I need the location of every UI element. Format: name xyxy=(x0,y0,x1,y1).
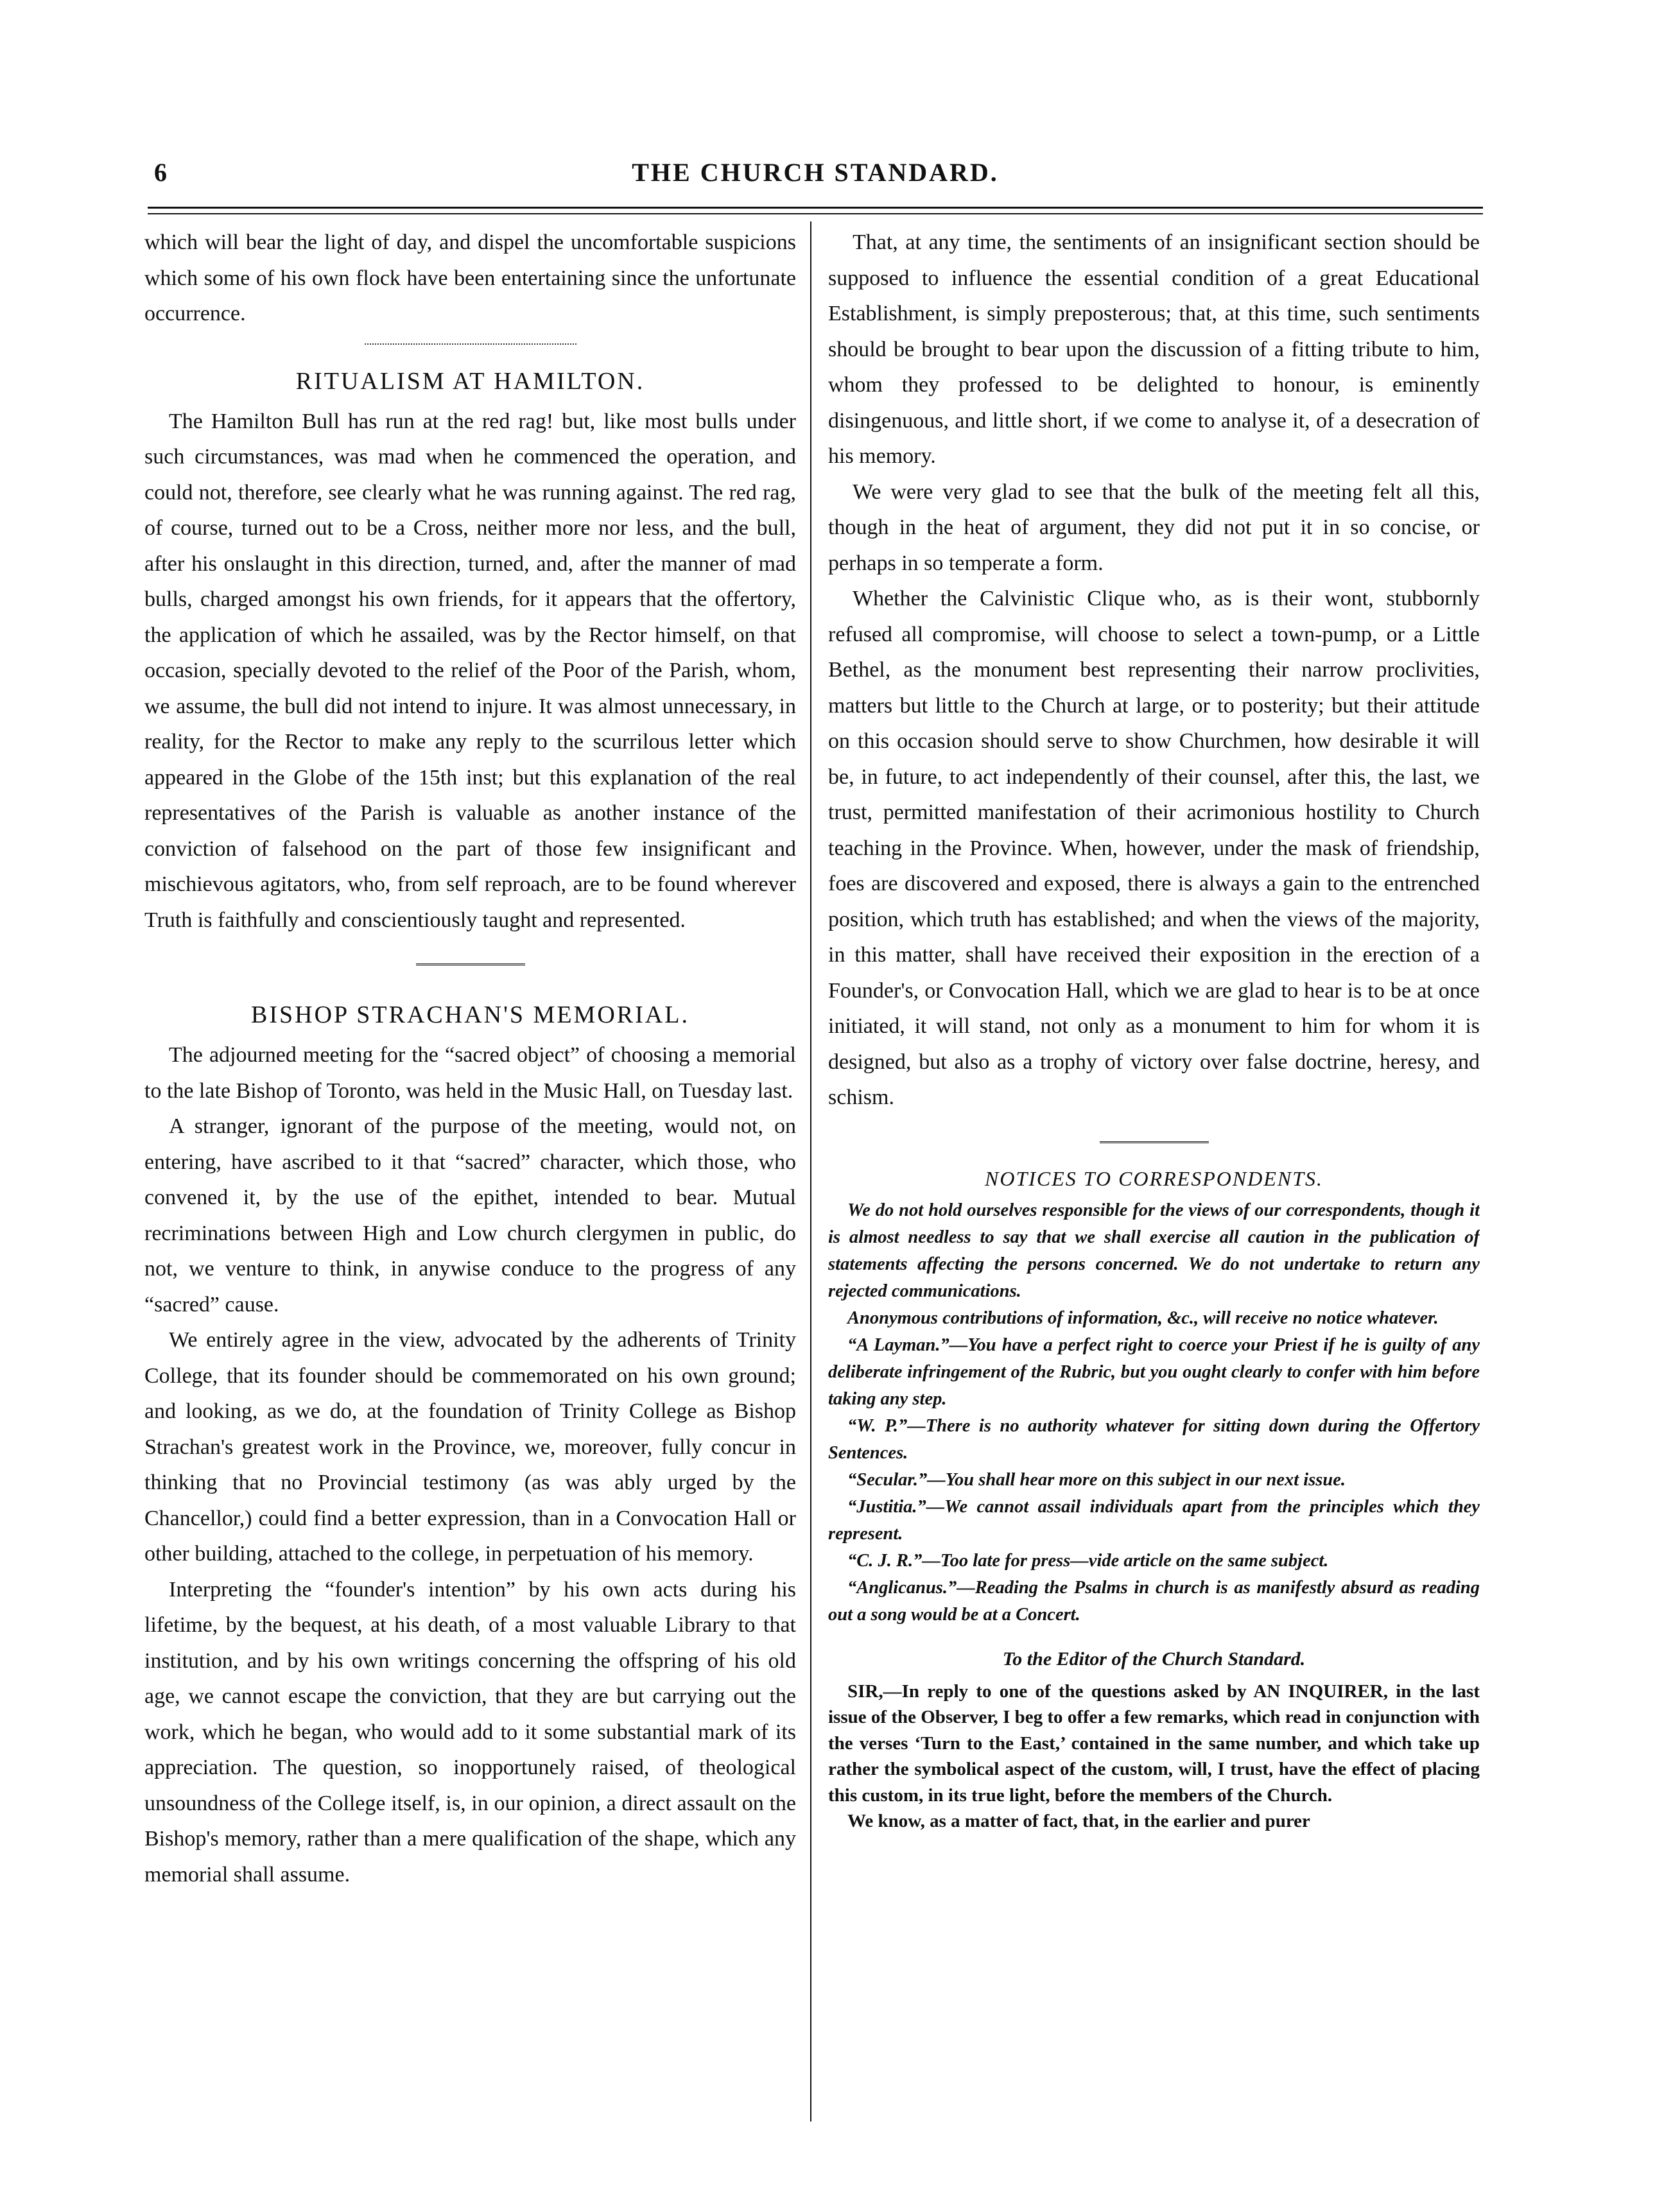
article-paragraph: The adjourned meeting for the “sacred object” of choosing a memorial to the late Bishop of Toronto, was held in the Music Hall, on Tuesday last. xyxy=(144,1043,796,1103)
notice-item: Anonymous contributions of information, &c., will receive no notice whatever. xyxy=(847,1308,1439,1328)
article-paragraph: We were very glad to see that the bulk of the meeting felt all this, though in the heat of argument, they did not put it in so concise, or perhaps in so temperate a form. xyxy=(828,480,1480,575)
notice-item: “Secular.”—You shall hear more on this subject in our next issue. xyxy=(847,1469,1346,1490)
section-separator xyxy=(1100,1141,1209,1147)
page-header xyxy=(148,157,1483,196)
section-separator xyxy=(416,963,525,969)
masthead-title: THE CHURCH STANDARD. xyxy=(632,158,999,187)
continued-paragraph: which will bear the light of day, and dispel the uncomfortable suspicions which some of his own flock have been entertaining since the unfortunate occurrence. xyxy=(144,230,796,325)
notice-item: “W. P.”—There is no authority whatever for sitting down during the Offertory Sentences. xyxy=(828,1415,1480,1463)
article-paragraph: Whether the Calvinistic Clique who, as is their wont, stubbornly refused all compromise, will choose to select a town-pump, or a Little Bethel, as the monument best representing their narrow proclivities, matters but little to the Church at large, or to posterity; but their attitude on this occasion should serve to show Churchmen, how desirable it will be, in future, to act independently of their counsel, after this, the last, we trust, permitted manifestation of their acrimonious hostility to Church teaching in the Province. When, however, under the mask of friendship, foes are discovered and exposed, there is always a gain to the entrenched position, which truth has established; and when the views of the majority, in this matter, shall have received their exposition in the erection of a Founder's, or Convocation Hall, which we are glad to hear is to be at once initiated, it will stand, not only as a monument to him for whom it is designed, but also as a trophy of victory over false doctrine, heresy, and schism. xyxy=(828,587,1480,1109)
article-paragraph: A stranger, ignorant of the purpose of the meeting, would not, on entering, have ascribed to it that “sacred” character, which those, who convened it, by the use of the epithet, intended to bear. Mutual recriminations between High and Low church clergymen in public, do not, we venture to think, in anywise conduce to the progress of any “sacred” cause. xyxy=(144,1114,796,1317)
header-rule xyxy=(148,207,1483,209)
article-paragraph: Interpreting the “founder's intention” by his own acts during his lifetime, by the bequest, at his death, of a most valuable Library to that institution, and by his own writings concerning the offspring of his old age, we cannot escape the conviction, that they are but carrying out the work, which he began, who would add to it some substantial mark of its appreciation. The question, so inopportunely raised, of theological unsoundness of the College itself, is, in our opinion, a direct assault on the Bishop's memory, rather than a mere qualification of the shape, which any memorial shall assume. xyxy=(144,1577,796,1887)
left-column xyxy=(144,225,796,2086)
notice-item: We do not hold ourselves responsible for the views of our correspondents, though it is almost needless to say that we shall exercise all caution in the publication of statements affecting the persons concerned. We do not undertake to return any rejected communications. xyxy=(828,1200,1480,1301)
column-divider xyxy=(810,221,811,2121)
article-title-memorial: BISHOP STRACHAN'S MEMORIAL. xyxy=(251,1001,689,1028)
notice-item: “A Layman.”—You have a perfect right to coerce your Priest if he is guilty of any deliberate infringement of the Rubric, but you ought clearly to confer with him before taking any step. xyxy=(828,1335,1480,1409)
letter-paragraph: We know, as a matter of fact, that, in the earlier and purer xyxy=(847,1811,1310,1831)
notice-item: “Anglicanus.”—Reading the Psalms in church is as manifestly absurd as reading out a song would be at a Concert. xyxy=(828,1577,1480,1625)
letter-title: To the Editor of the Church Standard. xyxy=(1002,1648,1306,1670)
article-title-ritualism: RITUALISM AT HAMILTON. xyxy=(295,367,645,395)
notices-title: NOTICES TO CORRESPONDENTS. xyxy=(984,1166,1323,1190)
header-rule-thin xyxy=(148,213,1483,214)
right-column xyxy=(828,225,1480,2086)
letter-paragraph: SIR,—In reply to one of the questions asked by AN INQUIRER, in the last issue of the Observer, I beg to offer a few remarks, which read in conjunction with the verses ‘Turn to the East,’ contained in the same number, and which take up rather the symbolical aspect of the custom, will, I trust, have the effect of placing this custom, in its true light, before the members of the Church. xyxy=(828,1681,1480,1806)
section-ornament xyxy=(365,343,576,347)
notice-item: “Justitia.”—We cannot assail individuals apart from the principles which they represent. xyxy=(828,1496,1480,1544)
article-paragraph: The Hamilton Bull has run at the red rag! but, like most bulls under such circumstances, was mad when he commenced the operation, and could not, therefore, see clearly what he was running against. The red rag, of course, turned out to be a Cross, neither more nor less, and the bull, after his onslaught in this direction, turned, and, after the manner of mad bulls, charged amongst his own friends, for it appears that the offertory, the application of which he assailed, was by the Rector himself, on that occasion, specially devoted to the relief of the Poor of the Parish, whom, we assume, the bull did not intend to injure. It was almost unnecessary, in reality, for the Rector to make any reply to the scurrilous letter which appeared in the Globe of the 15th inst; but this explanation of the real representatives of the Parish is valuable as another instance of the conviction of falsehood on the part of those few insignificant and mischievous agitators, who, from self reproach, are to be found wherever Truth is faithfully and conscientiously taught and represented. xyxy=(144,409,796,932)
article-paragraph: We entirely agree in the view, advocated by the adherents of Trinity College, that its founder should be commemorated on his own ground; and looking, as we do, at the foundation of Trinity College as Bishop Strachan's greatest work in the Province, we, moreover, fully concur in thinking that no Provincial testimony (as was ably urged by the Chancellor,) could find a better expression, than in a Convocation Hall or other building, attached to the college, in perpetuation of his memory. xyxy=(144,1328,796,1566)
page-number: 6 xyxy=(154,158,167,187)
article-paragraph: That, at any time, the sentiments of an insignificant section should be supposed to influence the essential condition of a great Educational Establishment, is simply preposterous; that, at this time, such sentiments should be brought to bear upon the discussion of a fitting tribute to him, whom they professed to be delighted to honour, is eminently disingenuous, and little short, if we come to analyse it, of a desecration of his memory. xyxy=(828,230,1480,468)
notice-item: “C. J. R.”—Too late for press—vide article on the same subject. xyxy=(847,1550,1329,1571)
